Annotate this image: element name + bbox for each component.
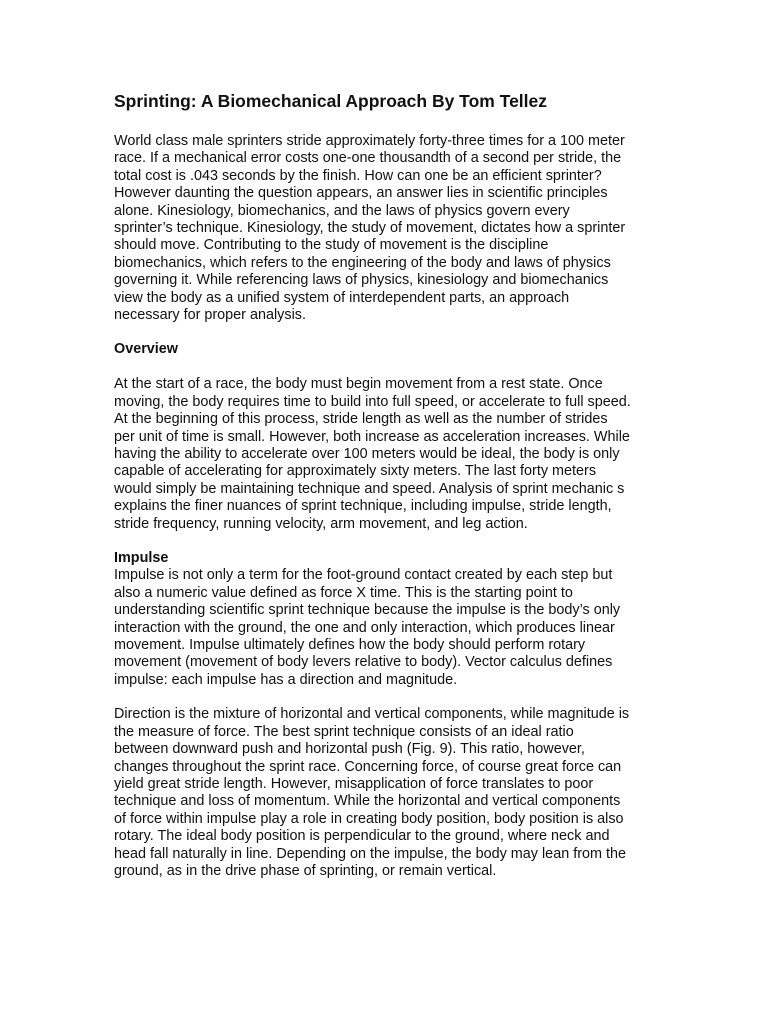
text-line: per unit of time is small. However, both increase as acceleration increases. While [114,428,630,445]
text-line: World class male sprinters stride approximately forty-three times for a 100 meter [114,133,625,149]
intro-paragraph [114,133,654,324]
text-line: sprinter’s technique. Kinesiology, the study of movement, dictates how a sprinter [114,220,626,237]
text-line: understanding scientific sprint technique because the impulse is the body’s only [114,602,621,619]
text-line: At the start of a race, the body must begin movement from a rest state. Once [114,376,603,393]
text-line: having the ability to accelerate over 100 meters would be ideal, the body is only [114,446,620,462]
text-line: would simply be maintaining technique and speed. Analysis of sprint mechanic s [114,480,625,497]
text-line: of force within impulse play a role in creating body position, body position is also [114,810,624,827]
text-line: At the beginning of this process, stride length as well as the number of strides [114,411,608,428]
text-line: also a numeric value defined as force X time. This is the starting point to [114,584,573,601]
text-line: view the body as a unified system of interdependent parts, an approach [114,289,570,306]
text-line: explains the finer nuances of sprint technique, including impulse, stride length, [114,498,612,515]
text-line: the measure of force. The best sprint technique consists of an ideal ratio [114,723,574,740]
text-line: yield great stride length. However, misapplication of force translates to poor [114,775,594,792]
text-line: ground, as in the drive phase of sprinting, or remain vertical. [114,862,497,879]
text-line: technique and loss of momentum. While the horizontal and vertical components [114,793,621,810]
document-page [114,90,654,880]
text-line: between downward push and horizontal push (Fig. 9). This ratio, however, [114,741,585,758]
overview-paragraph [114,376,654,533]
text-line: However daunting the question appears, an answer lies in scientific principles [114,185,608,202]
text-line: stride frequency, running velocity, arm movement, and leg action. [114,515,528,532]
text-line: total cost is .043 seconds by the finish. How can one be an efficient sprinter? [114,167,602,184]
text-line: head fall naturally in line. Depending on the impulse, the body may lean from the [114,845,626,862]
section-heading-overview: Overview [114,341,178,358]
text-line: biomechanics, which refers to the engineering of the body and laws of physics [114,254,611,271]
text-line: should move. Contributing to the study of movement is the discipline [114,237,549,254]
text-line: governing it. While referencing laws of physics, kinesiology and biomechanics [114,272,609,289]
text-line: necessary for proper analysis. [114,307,306,324]
text-line: moving, the body requires time to build into full speed, or accelerate to full speed. [114,393,631,410]
impulse-paragraph-2 [114,706,654,880]
text-line: rotary. The ideal body position is perpendicular to the ground, where neck and [114,828,610,845]
document-title: Sprinting: A Biomechanical Approach By Tom Tellez [114,91,548,111]
text-line: impulse: each impulse has a direction and magnitude. [114,671,458,688]
text-line: Direction is the mixture of horizontal and vertical components, while magnitude is [114,706,630,723]
text-line: movement (movement of body levers relative to body). Vector calculus defines [114,654,613,671]
text-line: interaction with the ground, the one and only interaction, which produces linear [114,619,615,636]
text-line: Impulse is not only a term for the foot-ground contact created by each step but [114,567,613,584]
text-line: changes throughout the sprint race. Concerning force, of course great force can [114,758,622,775]
text-line: capable of accelerating for approximately sixty meters. The last forty meters [114,463,597,480]
text-line: alone. Kinesiology, biomechanics, and the laws of physics govern every [114,202,570,219]
section-heading-impulse: Impulse [114,550,169,567]
impulse-paragraph-1 [114,567,654,689]
text-line: movement. Impulse ultimately defines how the body should perform rotary [114,637,586,654]
text-line: race. If a mechanical error costs one-one thousandth of a second per stride, the [114,150,622,167]
